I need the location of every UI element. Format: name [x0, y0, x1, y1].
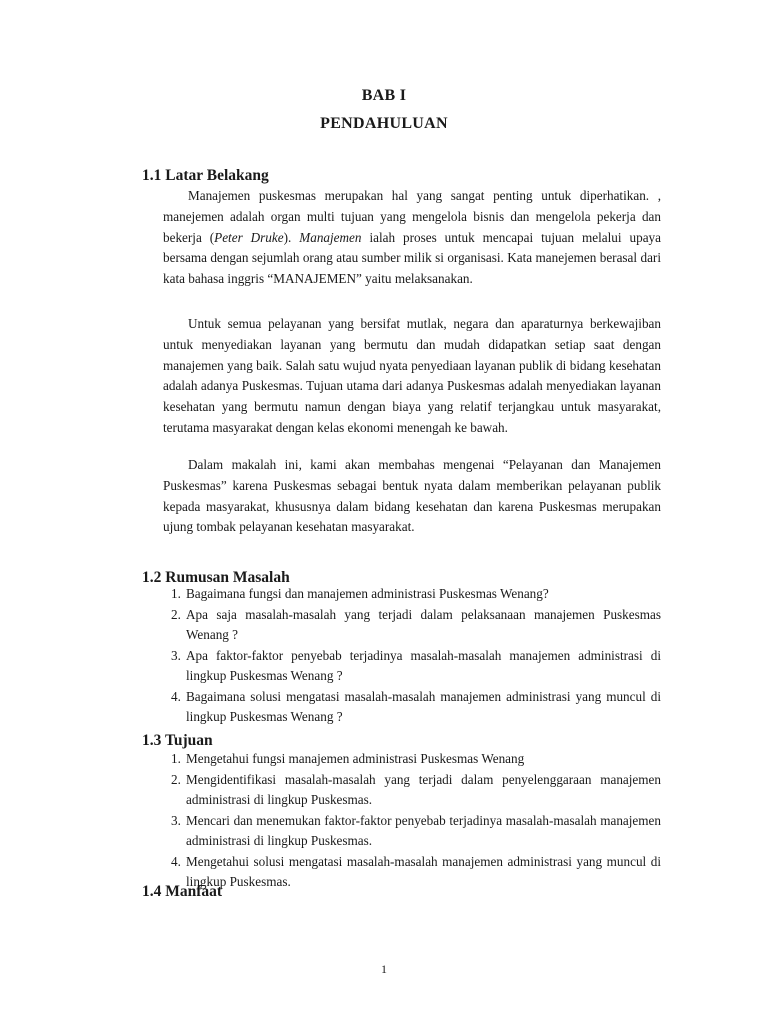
list-number: 1. — [171, 751, 181, 766]
list-item — [163, 687, 661, 728]
rumusan-masalah-list — [163, 584, 661, 728]
section-heading-rumusan-masalah: 1.2 Rumusan Masalah — [142, 569, 290, 586]
list-text: Bagaimana solusi mengatasi masalah-masalah manajemen administrasi yang muncul di lingkup Puskesmas Wenang ? — [186, 688, 661, 724]
paragraph-2 — [163, 314, 661, 439]
list-number: 3. — [171, 647, 181, 663]
list-number: 1. — [171, 586, 181, 601]
section-heading-tujuan: 1.3 Tujuan — [142, 732, 213, 749]
list-item — [163, 646, 661, 687]
list-number: 4. — [171, 688, 181, 704]
page-number: 1 — [381, 962, 387, 976]
chapter-label: BAB I — [361, 87, 407, 104]
list-number: 3. — [171, 812, 181, 828]
list-text: Mengetahui fungsi manajemen administrasi Puskesmas Wenang — [186, 751, 525, 766]
paragraph-1 — [163, 186, 661, 290]
list-text: Mengidentifikasi masalah-masalah yang terjadi dalam penyelenggaraan manajemen administrasi di lingkup Puskesmas. — [186, 771, 661, 807]
paragraph-1-part-a: Manajemen puskesmas merupakan hal yang sangat penting untuk diperhatikan. , manejemen adalah organ multi tujuan yang mengelola bisnis dan mengelola pekerja dan bekerja ( — [163, 188, 661, 245]
list-item — [163, 852, 661, 893]
list-number: 4. — [171, 853, 181, 869]
paragraph-1-part-c: ialah proses untuk mencapai tujuan melalui upaya bersama dengan sejumlah orang atau sumber milik si organisasi. Kata manejemen berasal dari kata bahasa inggris “MANAJEMEN” yaitu melaksanakan. — [163, 229, 661, 287]
section-heading-manfaat: 1.4 Manfaat — [142, 883, 223, 900]
list-text: Apa saja masalah-masalah yang terjadi dalam pelaksanaan manajemen Puskesmas Wenang ? — [186, 606, 661, 642]
chapter-title: PENDAHULUAN — [320, 115, 448, 132]
list-item — [163, 584, 661, 605]
list-item — [163, 605, 661, 646]
list-number: 2. — [171, 771, 181, 787]
section-heading-latar-belakang: 1.1 Latar Belakang — [142, 167, 269, 184]
list-text: Apa faktor-faktor penyebab terjadinya masalah-masalah manajemen administrasi di lingkup Puskesmas Wenang ? — [186, 647, 661, 683]
paragraph-3 — [163, 455, 661, 538]
list-text: Mengetahui solusi mengatasi masalah-masalah manajemen administrasi yang muncul di lingkup Puskesmas. — [186, 853, 661, 889]
list-item — [163, 770, 661, 811]
list-item — [163, 811, 661, 852]
paragraph-1-italic-author: Peter Druke — [214, 229, 284, 245]
list-number: 2. — [171, 606, 181, 622]
list-item — [163, 749, 661, 770]
paragraph-1-italic-term: Manajemen — [299, 229, 362, 245]
paragraph-2-text: Untuk semua pelayanan yang bersifat mutlak, negara dan aparaturnya berkewajiban untuk menyediakan layanan yang bermutu dan mudah didapatkan setiap saat dengan manajemen yang baik. Salah satu wujud nyata penyediaan layanan publik di bidang kesehatan adalah adanya Puskesmas. Tujuan utama dari adanya Puskesmas adalah menyediakan layanan kesehatan yang bermutu namun dengan biaya yang relatif terjangkau untuk masyarakat, terutama masyarakat dengan kelas ekonomi menengah ke bawah. — [163, 316, 661, 435]
list-text: Mencari dan menemukan faktor-faktor penyebab terjadinya masalah-masalah manajemen administrasi di lingkup Puskesmas. — [186, 812, 661, 848]
paragraph-1-part-b: ). — [283, 229, 300, 245]
list-text: Bagaimana fungsi dan manajemen administrasi Puskesmas Wenang? — [186, 586, 549, 601]
tujuan-list — [163, 749, 661, 893]
paragraph-3-text: Dalam makalah ini, kami akan membahas mengenai “Pelayanan dan Manajemen Puskesmas” karena Puskesmas sebagai bentuk nyata dalam memberikan pelayanan publik kepada masyarakat, khususnya dalam bidang kesehatan dan karena Puskesmas merupakan ujung tombak pelayanan kesehatan masyarakat. — [163, 457, 661, 535]
